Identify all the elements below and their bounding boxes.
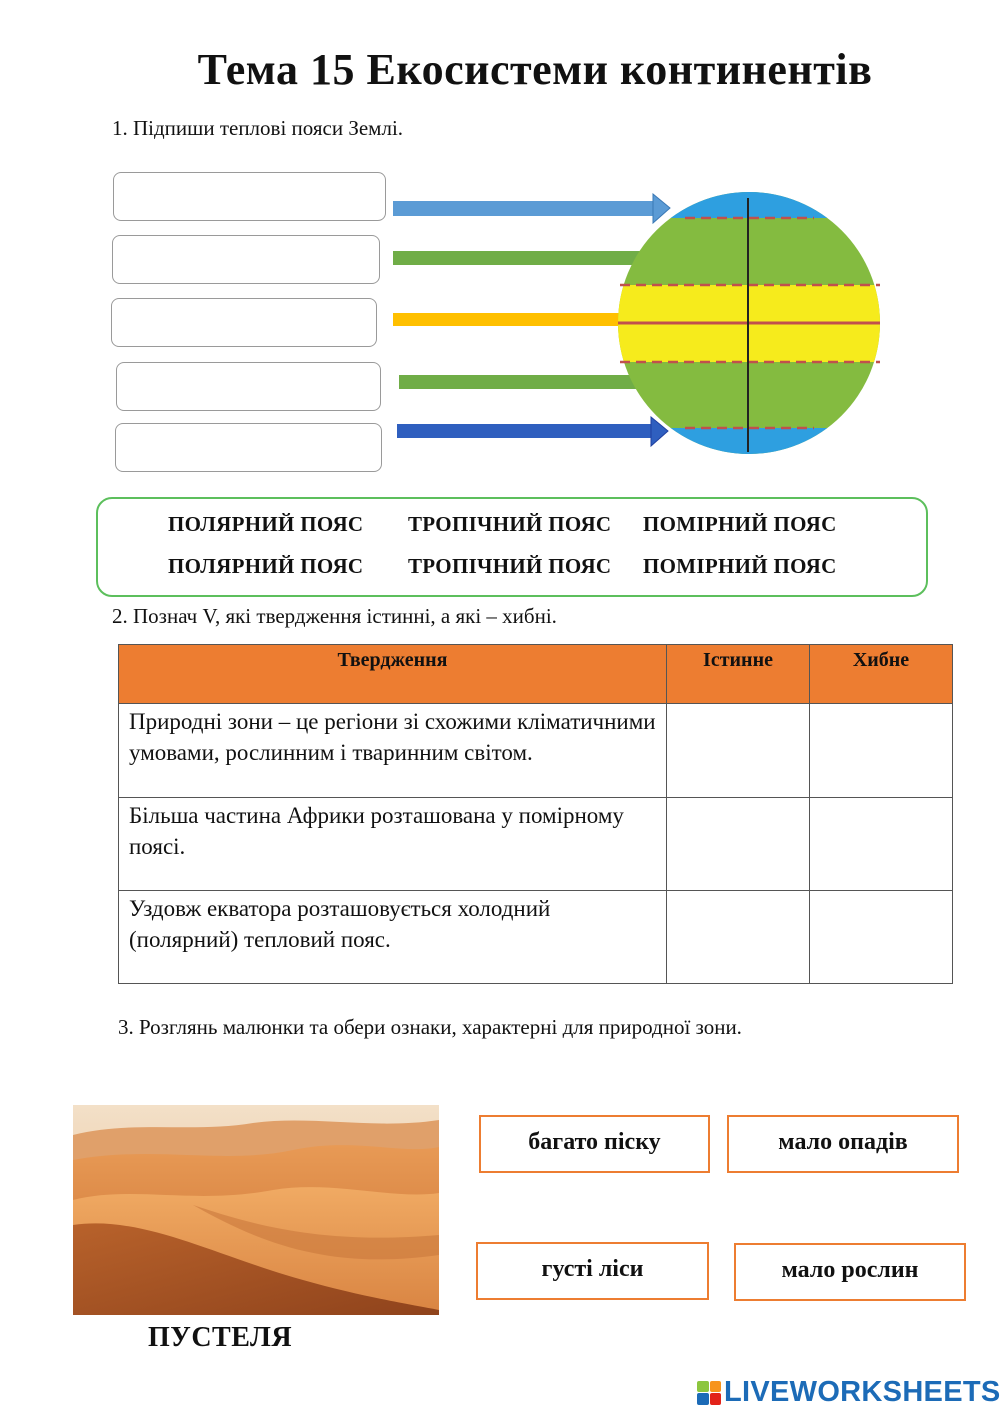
false-cell-1[interactable] <box>810 704 953 798</box>
true-cell-3[interactable] <box>667 891 810 984</box>
arrow-polar-south <box>397 417 668 446</box>
statement-3: Уздовж екватора розташовується холодний (полярний) тепловий пояс. <box>119 891 667 984</box>
desert-image <box>73 1105 439 1315</box>
task1-instruction: 1. Підпиши теплові пояси Землі. <box>112 116 404 140</box>
false-cell-3[interactable] <box>810 891 953 984</box>
true-false-table <box>118 644 953 984</box>
table-row <box>119 798 953 891</box>
option-much-sand[interactable]: багато піску <box>479 1115 710 1173</box>
word-tropical-1[interactable]: ТРОПІЧНИЙ ПОЯС <box>408 512 612 536</box>
header-statement: Твердження <box>119 645 667 704</box>
option-dense-forests[interactable]: густі ліси <box>476 1242 709 1300</box>
arrow-temperate-north <box>393 244 663 272</box>
false-cell-2[interactable] <box>810 798 953 891</box>
task3-instruction: 3. Розглянь малюнки та обери ознаки, характерні для природної зони. <box>118 1015 742 1039</box>
option-little-precipitation[interactable]: мало опадів <box>727 1115 959 1173</box>
word-tropical-2[interactable]: ТРОПІЧНИЙ ПОЯС <box>408 554 612 578</box>
zone-label: ПУСТЕЛЯ <box>148 1322 293 1353</box>
logo-text: LIVEWORKSHEETS <box>724 1376 1000 1408</box>
true-cell-2[interactable] <box>667 798 810 891</box>
table-header-row <box>119 645 953 704</box>
arrow-polar-north <box>393 194 670 223</box>
statement-2: Більша частина Африки розташована у помірному поясі. <box>119 798 667 891</box>
word-bank <box>96 497 928 597</box>
header-false: Хибне <box>810 645 953 704</box>
liveworksheets-logo <box>697 1376 1000 1409</box>
answer-box-2[interactable] <box>112 235 380 284</box>
table-row <box>119 704 953 798</box>
page-title: Тема 15 Екосистеми континентів <box>197 45 873 94</box>
true-cell-1[interactable] <box>667 704 810 798</box>
globe-diagram <box>380 190 900 460</box>
answer-box-5[interactable] <box>115 423 382 472</box>
answer-box-4[interactable] <box>116 362 381 411</box>
statement-1: Природні зони – це регіони зі схожими кліматичними умовами, рослинним і тваринним світом. <box>119 704 667 798</box>
word-temperate-1[interactable]: ПОМІРНИЙ ПОЯС <box>643 512 837 536</box>
word-polar-2[interactable]: ПОЛЯРНИЙ ПОЯС <box>168 554 364 578</box>
answer-box-3[interactable] <box>111 298 377 347</box>
liveworksheets-icon <box>697 1381 721 1405</box>
word-polar-1[interactable]: ПОЛЯРНИЙ ПОЯС <box>168 512 364 536</box>
task2-instruction: 2. Познач V, які твердження істинні, а які – хибні. <box>112 604 557 628</box>
answer-box-1[interactable] <box>113 172 386 221</box>
option-few-plants[interactable]: мало рослин <box>734 1243 966 1301</box>
table-row <box>119 891 953 984</box>
header-true: Істинне <box>667 645 810 704</box>
word-temperate-2[interactable]: ПОМІРНИЙ ПОЯС <box>643 554 837 578</box>
arrow-temperate-south <box>399 368 667 396</box>
